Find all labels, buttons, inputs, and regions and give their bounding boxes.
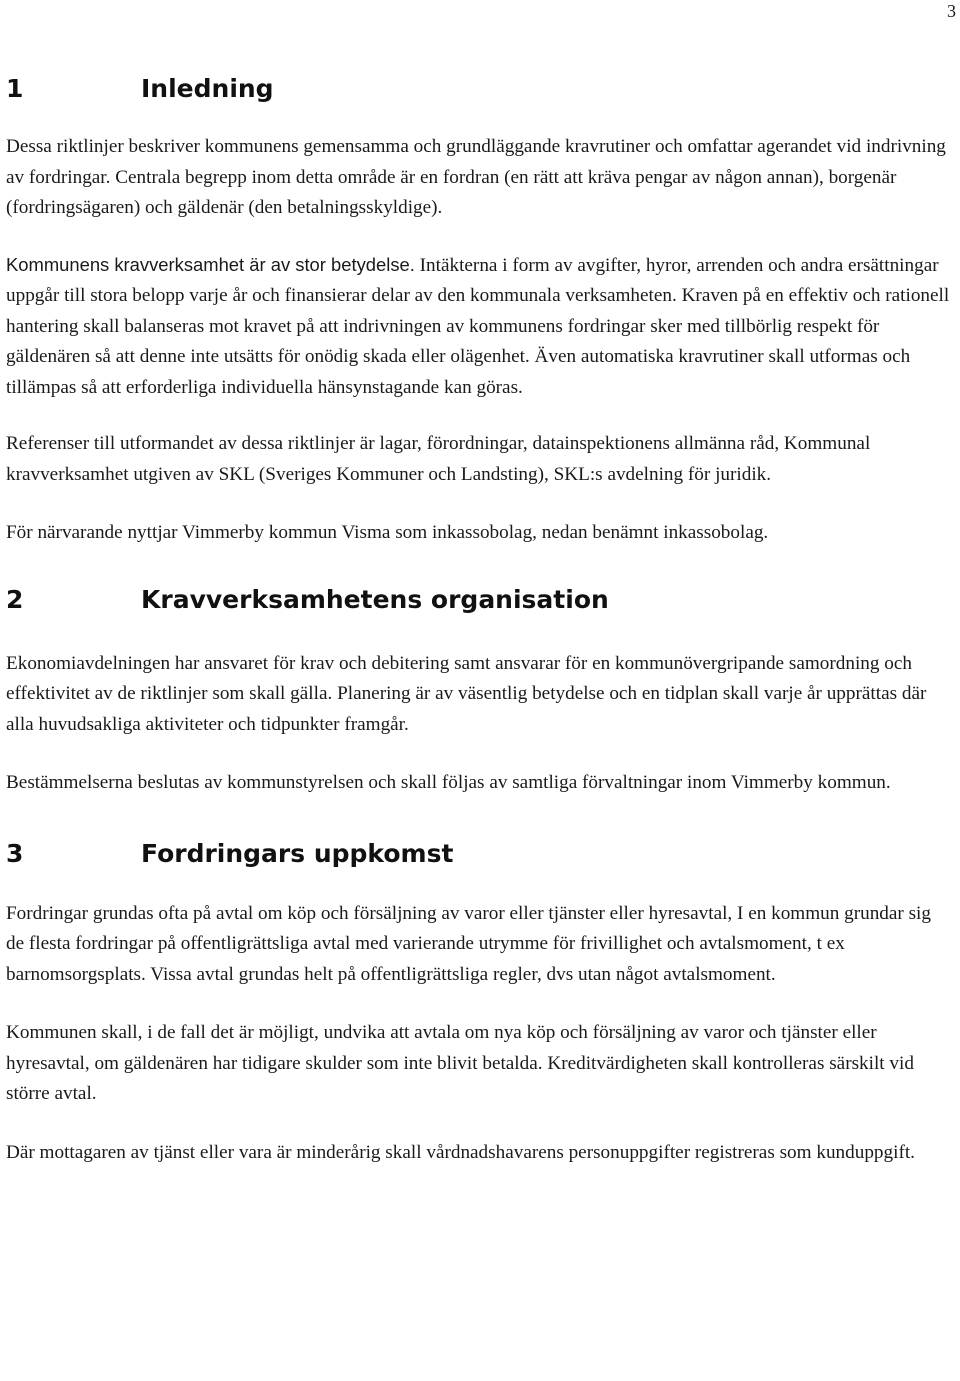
paragraph: Fordringar grundas ofta på avtal om köp och försäljning av varor eller tjänster eller hyresavtal, I en kommun grundar sig de flesta fordringar på offentligrättsliga avtal med varierande utrymme för frivillighet och avtalsmoment, t ex barnomsorgsplats. Vissa avtal grundas helt på offentligrättsliga regler, dvs utan något avtalsmoment. xyxy=(6,902,931,985)
section-heading xyxy=(6,837,952,871)
section-title: Inledning xyxy=(141,74,274,103)
paragraph: Dessa riktlinjer beskriver kommunens gemensamma och grundläggande kravrutiner och omfattar agerandet vid indrivning av fordringar. Centrala begrepp inom detta område är en fordran (en rätt att kräva pengar av någon annan), borgenär (fordringsägaren) och gäldenär (den betalningsskyldige). xyxy=(6,136,946,218)
paragraph: Ekonomiavdelningen har ansvaret för krav och debitering samt ansvarar för en kommunövergripande samordning och effektivitet av de riktlinjer som skall gälla. Planering är av väsentlig betydelse och en tidplan skall varje år upprättas där alla huvudsakliga aktiviteter och tidpunkter framgår. xyxy=(6,652,927,735)
document-body xyxy=(6,72,952,1168)
paragraph-lead: Kommunens kravverksamhet är av stor betydelse. xyxy=(6,253,415,275)
paragraph: Bestämmelserna beslutas av kommunstyrelsen och skall följas av samtliga förvaltningar inom Vimmerby kommun. xyxy=(6,772,891,793)
section-number: 3 xyxy=(6,838,24,868)
section-number: 2 xyxy=(6,584,24,614)
section-number: 1 xyxy=(6,74,24,103)
paragraph: För närvarande nyttjar Vimmerby kommun Visma som inkassobolag, nedan benämnt inkassobolag. xyxy=(6,522,769,543)
section-title: Kravverksamhetens organisation xyxy=(141,584,609,614)
paragraph-text: Intäkterna i form av avgifter, hyror, arrenden och andra ersättningar uppgår till stora belopp varje år och finansierar delar av den kommunala verksamheten. Kraven på en effektiv och rationell hantering skall balanseras mot kravet på att indrivningen av kommunens fordringar sker med tillbörlig respekt för gäldenären så att denne inte utsätts för onödig skada eller olägenhet. Även automatiska kravrutiner skall utformas och tillämpas så att erforderliga individuella hänsynstagande kan göras. xyxy=(6,254,950,398)
section-heading xyxy=(6,583,952,617)
paragraph: Där mottagaren av tjänst eller vara är minderårig skall vårdnadshavarens personuppgifter registreras som kunduppgift. xyxy=(6,1141,915,1163)
section-title: Fordringars uppkomst xyxy=(141,838,454,868)
paragraph: Kommunen skall, i de fall det är möjligt, undvika att avtala om nya köp och försäljning av varor och tjänster eller hyresavtal, om gäldenären har tidigare skulder som inte blivit betalda. Kreditvärdigheten skall kontrolleras särskilt vid större avtal. xyxy=(6,1022,914,1104)
section-heading xyxy=(6,72,952,106)
paragraph xyxy=(6,250,952,404)
paragraph: Referenser till utformandet av dessa riktlinjer är lagar, förordningar, datainspektionens allmänna råd, Kommunal kravverksamhet utgiven av SKL (Sveriges Kommuner och Landsting), SKL:s avdelning för juridik. xyxy=(6,433,871,485)
page-number: 3 xyxy=(947,1,956,21)
